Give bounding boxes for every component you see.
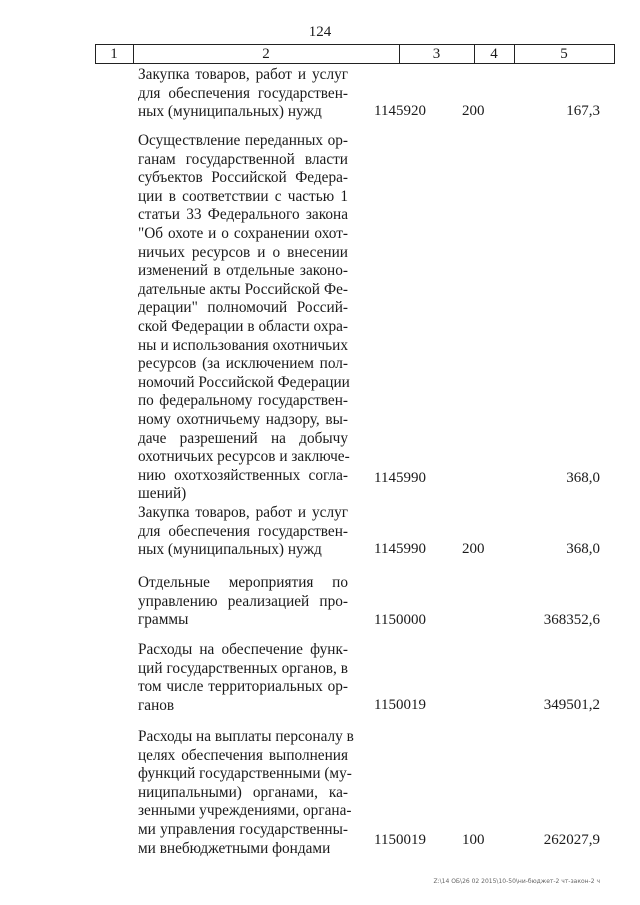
description-line: охотничьих ресурсов и заключе- — [138, 448, 350, 466]
row-description — [138, 574, 348, 630]
row-amount: 368,0 — [566, 470, 600, 486]
description-line: ской Федерации в области охра- — [138, 317, 348, 335]
description-line: ному охотничьему надзору, вы- — [138, 410, 348, 428]
row-amount: 368,0 — [566, 541, 600, 557]
row-expense-type: 100 — [462, 832, 485, 848]
row-code: 1145990 — [374, 541, 426, 557]
description-line: управлению реализацией про- — [138, 592, 348, 610]
description-line: ничьих ресурсов и о внесении — [138, 243, 348, 261]
description-line: даче разрешений на добычу — [138, 429, 348, 447]
description-line: ции в соответствии с частью 1 — [138, 187, 348, 205]
description-line: Осуществление переданных ор- — [138, 132, 348, 149]
description-line: Расходы на выплаты персоналу в — [138, 728, 354, 745]
row-code: 1145920 — [374, 103, 426, 119]
header-col-2: 2 — [262, 46, 270, 62]
row-expense-type: 200 — [462, 541, 485, 557]
description-line: ганам государственной власти — [138, 150, 348, 168]
row-amount: 262027,9 — [543, 832, 600, 848]
description-line: Закупка товаров, работ и услуг — [138, 504, 348, 521]
description-line: ганов — [138, 696, 175, 714]
row-amount: 349501,2 — [543, 697, 600, 713]
description-line: Отдельные мероприятия по — [138, 574, 348, 591]
description-line: для обеспечения государствен- — [138, 522, 348, 540]
description-line: ресурсов (за исключением пол- — [138, 355, 348, 373]
header-col-1: 1 — [110, 46, 118, 62]
column-header-row — [95, 44, 615, 64]
description-line: зенными учреждениями, органа- — [138, 802, 352, 820]
description-line: ных (муниципальных) нужд — [138, 541, 322, 559]
description-line: Закупка товаров, работ и услуг — [138, 66, 348, 83]
description-line: нию охотхозяйственных согла- — [138, 466, 348, 484]
description-line: "Об охоте и о сохранении охот- — [138, 224, 348, 242]
file-path-footer: Z:\14 ОБ\26 02 2015\10-50\ни-бюджет-2 чт-закон-2 ч — [433, 878, 600, 885]
description-line: субъектов Российской Федера- — [138, 169, 348, 187]
description-line: ны и использования охотничьих — [138, 336, 348, 354]
description-line: ми внебюджетными фондами — [138, 839, 331, 857]
row-description — [138, 66, 348, 122]
description-line: функций государственными (му- — [138, 765, 352, 783]
row-code: 1145990 — [374, 470, 426, 486]
header-col-3: 3 — [432, 46, 441, 62]
description-line: изменений в отдельные законо- — [138, 262, 348, 280]
description-line: ниципальными) органами, ка- — [138, 783, 348, 801]
row-expense-type: 200 — [462, 103, 485, 119]
row-code: 1150000 — [374, 612, 426, 628]
description-line: дерации" полномочий Россий- — [138, 299, 348, 317]
description-line: ций государственных органов, в — [138, 659, 348, 677]
row-code: 1150019 — [374, 697, 426, 713]
description-line: по федеральному государствен- — [138, 392, 348, 410]
description-line: шений) — [138, 485, 187, 503]
row-description — [138, 728, 354, 858]
description-line: номочий Российской Федерации — [138, 373, 350, 391]
description-line: Расходы на обеспечение функ- — [138, 641, 348, 658]
row-amount: 368352,6 — [543, 612, 600, 628]
description-line: для обеспечения государствен- — [138, 84, 348, 102]
description-line: граммы — [138, 611, 189, 629]
description-line: том числе территориальных ор- — [138, 678, 348, 696]
header-divider — [614, 45, 615, 63]
description-line: ных (муниципальных) нужд — [138, 103, 322, 121]
header-col-5: 5 — [560, 46, 568, 62]
row-description — [138, 132, 348, 504]
header-col-4: 4 — [490, 46, 498, 62]
description-line: целях обеспечения выполнения — [138, 746, 348, 764]
page-number: 124 — [308, 24, 332, 40]
description-line: дательные акты Российской Фе- — [138, 280, 348, 298]
row-amount: 167,3 — [566, 103, 600, 119]
description-line: статьи 33 Федерального закона — [138, 206, 348, 224]
row-description — [138, 641, 348, 715]
description-line: ми управления государственны- — [138, 820, 348, 838]
row-code: 1150019 — [374, 832, 426, 848]
row-description — [138, 504, 348, 560]
